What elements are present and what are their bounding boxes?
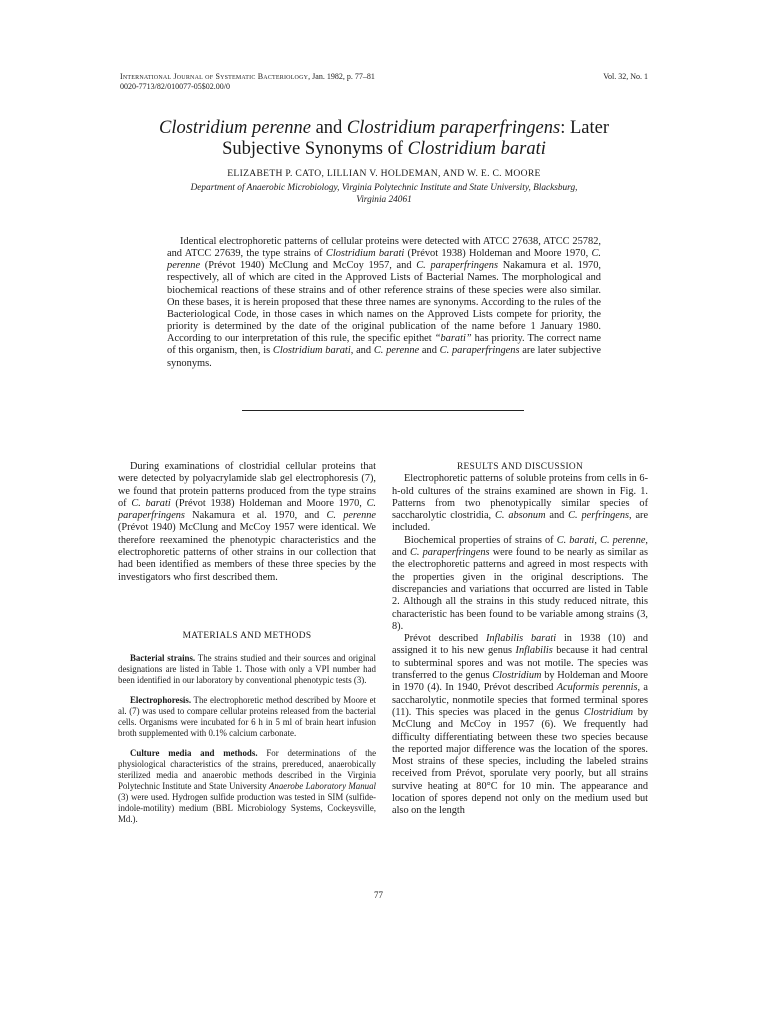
results-text: , — [594, 534, 601, 546]
results-text: , are included. — [392, 510, 649, 534]
methods-paragraph — [118, 695, 376, 739]
title-part: Subjective Synonyms of — [222, 139, 408, 159]
results-text: C. absonum — [494, 510, 546, 522]
results-text: C. paraperfringens — [410, 547, 490, 559]
results-text: Biochemical properties of strains of — [404, 534, 557, 546]
title-part: and — [310, 118, 347, 138]
methods-section — [118, 630, 376, 825]
abstract-divider — [242, 410, 524, 411]
abstract-text: and — [419, 345, 440, 357]
intro-paragraph — [118, 461, 376, 584]
methods-paragraph — [118, 653, 376, 686]
abstract-text: “barati” — [434, 333, 472, 345]
results-paragraph — [392, 633, 648, 817]
introduction — [118, 461, 376, 584]
affiliation-line: Department of Anaerobic Microbiology, Virginia Polytechnic Institute and State University, Blacksburg, — [190, 183, 578, 193]
results-text: Acuformis perennis — [556, 682, 638, 694]
methods-text: The electrophoretic method described by Moore et al. (7) was used to compare cellular proteins released from the bacterial cells. Organisms were incubated for 6 h in 5 ml of brain heart infusion broth supplemented with 0.1% calcium carbonate. — [118, 695, 376, 739]
section-heading: RESULTS AND DISCUSSION — [456, 462, 584, 472]
intro-text: During examinations of clostridial cellular proteins that were detected by polyacrylamide slab gel electrophoresis (7), we found that protein patterns produced from the type strains of — [118, 461, 376, 509]
results-text: Inflabilis barati — [485, 633, 557, 645]
results-text: C. barati — [556, 534, 595, 546]
abstract-text: has priority. The correct name of this organism, then, is — [167, 333, 602, 357]
title-part: : Later — [560, 118, 609, 138]
methods-text: (3) were used. Hydrogen sulfide production was tested in SIM (sulfide-indole-motility) medium (BBL Microbiology Systems, Cockeysville, Md.). — [118, 792, 376, 825]
title-part: Clostridium perenne — [159, 118, 311, 138]
section-heading: MATERIALS AND METHODS — [182, 631, 312, 641]
results-paragraph — [392, 535, 648, 633]
results-text: Electrophoretic patterns of soluble proteins from cells in 6-h-old cultures of the strains examined are shown in Fig. 1. Patterns from two phenotypically similar species of saccharolytic clostridia, — [392, 473, 648, 522]
author-list: ELIZABETH P. CATO, LILLIAN V. HOLDEMAN, AND W. E. C. MOORE — [227, 168, 541, 179]
abstract-text: Identical electrophoretic patterns of cellular proteins were detected with ATCC 27638, ATCC 25782, and ATCC 27639, the type strains of — [167, 236, 601, 260]
results-paragraph — [392, 473, 648, 534]
results-text: C. perenne — [600, 534, 646, 546]
abstract-text: , and — [350, 345, 374, 357]
page-number: 77 — [374, 890, 383, 900]
abstract-text: Clostridium barati — [325, 248, 405, 260]
results-text: because it had central to subterminal spores and was not motile. The species was transferred to the genus — [392, 645, 648, 682]
abstract — [167, 236, 601, 370]
abstract-text: C. paraperfringens — [439, 345, 520, 357]
results-text: were found to be nearly as similar as the electrophoretic patterns and agreed in most respects with the properties given in the original descriptions. The discrepancies and variations that occurred are listed in Table 2. Although all the strains in this study reduced nitrate, this characteristic has been found to be variable among strains (3, 8). — [392, 547, 648, 632]
subsection-title: Bacterial strains. — [130, 653, 196, 664]
methods-text: For determinations of the physiological characteristics of the strains, prereduced, anaerobically sterilized media and anaerobic methods described in the Virginia Polytechnic Institute and State University — [118, 748, 377, 792]
abstract-text: C. paraperfringens — [416, 260, 499, 272]
results-text: , a saccharolytic, nonmotile species that formed terminal spores (11). This species was placed in the genus — [392, 682, 648, 718]
methods-text: The strains studied and their sources and original designations are listed in Table 1. Those with only a VPI number had been identified in our laboratory by conventional phenotypic tests (3). — [118, 653, 377, 686]
results-text: Clostridium — [492, 670, 542, 682]
results-text: C. perfringens — [568, 510, 629, 522]
intro-text: C. paraperfringens — [118, 497, 377, 522]
results-text: by McClung and McCoy in 1957 (6). We frequently had difficulty differentiating between these two species because the reported major difference was the location of the spores. Most strains of these species, including the labeled strains received from Prévot, sporulate very poorly, but all strains survive heating at 80°C for 10 min. The appearance and location of spores depend not only on the medium used but also on the length — [392, 706, 649, 817]
results-text: Prévot described — [404, 633, 486, 645]
affiliation — [120, 183, 648, 206]
volume-number: Vol. 32, No. 1 — [603, 72, 648, 81]
results-section — [392, 461, 648, 818]
abstract-text: C. perenne — [167, 248, 601, 272]
results-text: Inflabilis — [515, 645, 553, 657]
subsection-title: Culture media and methods. — [130, 748, 258, 759]
intro-text: C. perenne — [326, 510, 376, 522]
subsection-title: Electrophoresis. — [130, 695, 192, 706]
abstract-text: Clostridium barati — [272, 345, 351, 357]
intro-text: (Prévot 1938) Holdeman and Moore 1970, — [170, 497, 367, 509]
results-text: by Holdeman and Moore in 1970 (4). In 1940, Prévot described — [392, 670, 648, 694]
running-header — [120, 72, 375, 92]
abstract-text: Nakamura et al. 1970, respectively, all of which are cited in the Approved Lists of Bacterial Names. The morphological and biochemical reactions of these strains and of other reference strains of these species were also similar. On these bases, it is herein proposed that these three names are synonyms. According to the rules of the Bacteriological Code, in those cases in which names on the Approved Lists compete for priority, the priority is determined by the date of the original publication of the name before 1 January 1980. According to our interpretation of this rule, the specific epithet — [167, 260, 602, 345]
affiliation-line: Virginia 24061 — [356, 194, 412, 205]
abstract-text: (Prévot 1940) McClung and McCoy 1957, and — [200, 260, 417, 272]
issue-date: , Jan. 1982, p. 77–81 — [308, 72, 375, 81]
methods-paragraph — [118, 748, 376, 825]
title-part: Clostridium paraperfringens — [346, 118, 561, 138]
results-text: in 1938 (10) and assigned it to his new genus — [392, 633, 648, 657]
article-title — [100, 118, 668, 160]
intro-text: Nakamura et al. 1970, and — [184, 510, 327, 522]
intro-text: (Prévot 1940) McClung and McCoy 1957 were identical. We therefore reexamined the phenotypic characteristics and the electrophoretic patterns of other strains in our collection that had been identified as members of these three species by the investigators who first described them. — [118, 522, 376, 583]
results-text: Clostridium — [583, 706, 634, 718]
article-code: 0020-7713/82/010077-05$02.00/0 — [120, 82, 230, 91]
methods-text: Anaerobe Laboratory Manual — [269, 781, 377, 792]
results-text: and — [545, 510, 569, 522]
abstract-text: C. perenne — [373, 345, 420, 357]
results-text: , and — [392, 534, 648, 559]
title-part: Clostridium barati — [407, 139, 546, 159]
abstract-text: are later subjective synonyms. — [167, 345, 602, 369]
journal-name: International Journal of Systematic Bacteriology — [120, 72, 309, 81]
intro-text: C. barati — [131, 497, 171, 509]
abstract-text: (Prévot 1938) Holdeman and Moore 1970, — [404, 248, 592, 260]
